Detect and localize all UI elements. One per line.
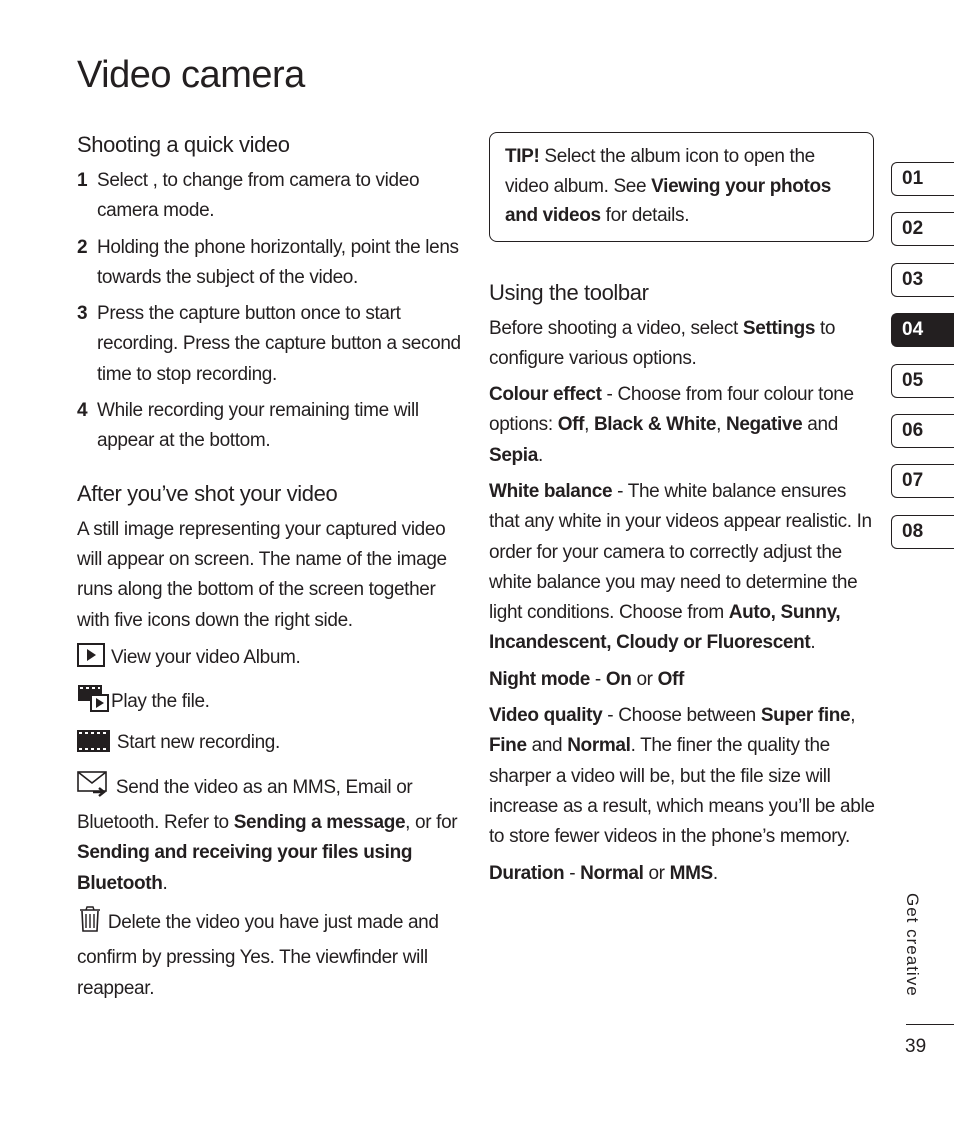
text: - Choose from four colour tone options:	[489, 384, 854, 436]
bold-term: Settings	[742, 317, 816, 339]
white-balance-paragraph	[489, 477, 879, 659]
send-text: Send the video as an MMS, Email or Bluetooth. Refer to	[77, 776, 413, 834]
tip-label: TIP!	[505, 146, 540, 167]
left-column	[77, 128, 465, 1010]
text: .	[537, 444, 543, 466]
tip-text: Select the album icon to open the video album. See	[505, 146, 815, 197]
step-text: While recording your remaining time will appear at the bottom.	[97, 400, 419, 452]
chapter-tabs	[891, 162, 954, 565]
section-heading-toolbar: Using the toolbar	[489, 279, 649, 305]
send-text: .	[162, 872, 168, 894]
text: - Choose between	[602, 705, 761, 727]
after-shot-intro: A still image representing your captured video will appear on screen. The name of the image runs along the bottom of the screen together with five icons down the right side.	[77, 518, 447, 631]
text: Before shooting a video, select	[489, 317, 743, 339]
icon-item-play	[77, 684, 465, 722]
text: to configure various options.	[489, 317, 836, 369]
duration-paragraph	[489, 859, 879, 889]
text: . The finer the quality the sharper a video will be, but the file size will increase as a result, which means you’ll be able to store fewer videos in the phone’s memory.	[489, 735, 875, 848]
send-text: , or for	[405, 812, 458, 834]
send-paragraph	[77, 770, 465, 899]
icon-item-text: View your video Album.	[111, 646, 301, 668]
bold-term: Duration	[489, 862, 565, 884]
bold-term: Black & White	[593, 414, 717, 436]
list-item	[77, 233, 465, 294]
page-number: 39	[905, 1036, 927, 1057]
text: ,	[584, 414, 594, 436]
icon-item-album	[77, 642, 465, 678]
step-number: 3	[77, 303, 88, 325]
delete-paragraph	[77, 905, 465, 1004]
step-text: Select , to change from camera to video camera mode.	[97, 170, 420, 222]
trash-icon	[77, 905, 103, 943]
envelope-icon	[77, 770, 109, 808]
play-file-icon	[77, 684, 109, 722]
text: and	[802, 414, 838, 436]
text: ,	[716, 414, 726, 436]
bold-term: Fine	[489, 735, 527, 757]
text: .	[712, 862, 718, 884]
send-bold-ref: Sending a message	[233, 812, 406, 834]
bold-term: Off	[657, 668, 684, 690]
text: or	[631, 668, 658, 690]
bold-term: Off	[557, 414, 585, 436]
bold-term: On	[605, 668, 632, 690]
list-item	[77, 166, 465, 227]
send-bold-ref: Sending and receiving your files using Bluetooth	[77, 842, 413, 894]
colour-effect-paragraph	[489, 380, 879, 471]
bold-term: Normal	[580, 862, 644, 884]
section-side-label: Get creative	[903, 893, 922, 997]
text: -	[590, 668, 606, 690]
text: -	[564, 862, 581, 884]
night-mode-paragraph	[489, 665, 879, 695]
delete-text: Delete the video you have just made and confirm by pressing Yes. The viewfinder will reappear.	[77, 911, 439, 999]
divider	[906, 1024, 954, 1025]
tip-bold-ref: Viewing your photos and videos	[505, 175, 831, 226]
text: ,	[850, 705, 856, 727]
section-heading-shooting: Shooting a quick video	[77, 132, 290, 157]
tab-chapter-08[interactable]: 08	[891, 515, 954, 549]
tab-chapter-01[interactable]: 01	[891, 162, 954, 196]
tab-chapter-02[interactable]: 02	[891, 212, 954, 246]
step-number: 1	[77, 170, 88, 191]
bold-term: Night mode	[489, 668, 590, 690]
text: .	[810, 632, 816, 654]
icon-item-text: Play the file.	[111, 691, 210, 713]
step-text: Holding the phone horizontally, point the lens towards the subject of the video.	[97, 236, 459, 288]
bold-term: Auto, Sunny, Incandescent, Cloudy or Fluorescent	[489, 602, 841, 654]
tab-chapter-04[interactable]: 04	[891, 313, 954, 347]
bold-term: Video quality	[489, 705, 603, 727]
bold-term: Colour effect	[489, 384, 602, 406]
tip-text: for details.	[600, 205, 690, 226]
tip-box	[489, 132, 874, 242]
bold-term: Super fine	[760, 705, 851, 727]
steps-list	[77, 166, 465, 457]
section-heading-after-shot: After you’ve shot your video	[77, 480, 338, 506]
right-column	[489, 132, 879, 895]
icon-item-text: Start new recording.	[112, 732, 280, 754]
icon-item-record	[77, 728, 465, 763]
text: or	[643, 862, 670, 884]
bold-term: White balance	[489, 480, 613, 502]
album-icon	[77, 642, 105, 678]
list-item	[77, 299, 465, 390]
new-recording-icon	[77, 729, 110, 763]
toolbar-intro	[489, 314, 879, 375]
video-quality-paragraph	[489, 701, 879, 852]
bold-term: Negative	[725, 414, 803, 436]
step-number: 2	[77, 236, 88, 258]
page-title: Video camera	[77, 54, 305, 96]
tab-chapter-03[interactable]: 03	[891, 263, 954, 297]
bold-term: Sepia	[489, 444, 538, 466]
list-item	[77, 396, 465, 457]
text: - The white balance ensures that any white in your videos appear realistic. In order for your camera to correctly adjust the white balance you may need to determine the light conditions. Choose from	[489, 480, 872, 624]
tab-chapter-06[interactable]: 06	[891, 414, 954, 448]
tab-chapter-07[interactable]: 07	[891, 464, 954, 498]
bold-term: MMS	[669, 862, 713, 884]
bold-term: Normal	[567, 735, 631, 757]
step-number: 4	[77, 400, 88, 422]
tab-chapter-05[interactable]: 05	[891, 364, 954, 398]
step-text: Press the capture button once to start recording. Press the capture button a second time to stop recording.	[97, 303, 461, 385]
text: and	[526, 735, 568, 757]
